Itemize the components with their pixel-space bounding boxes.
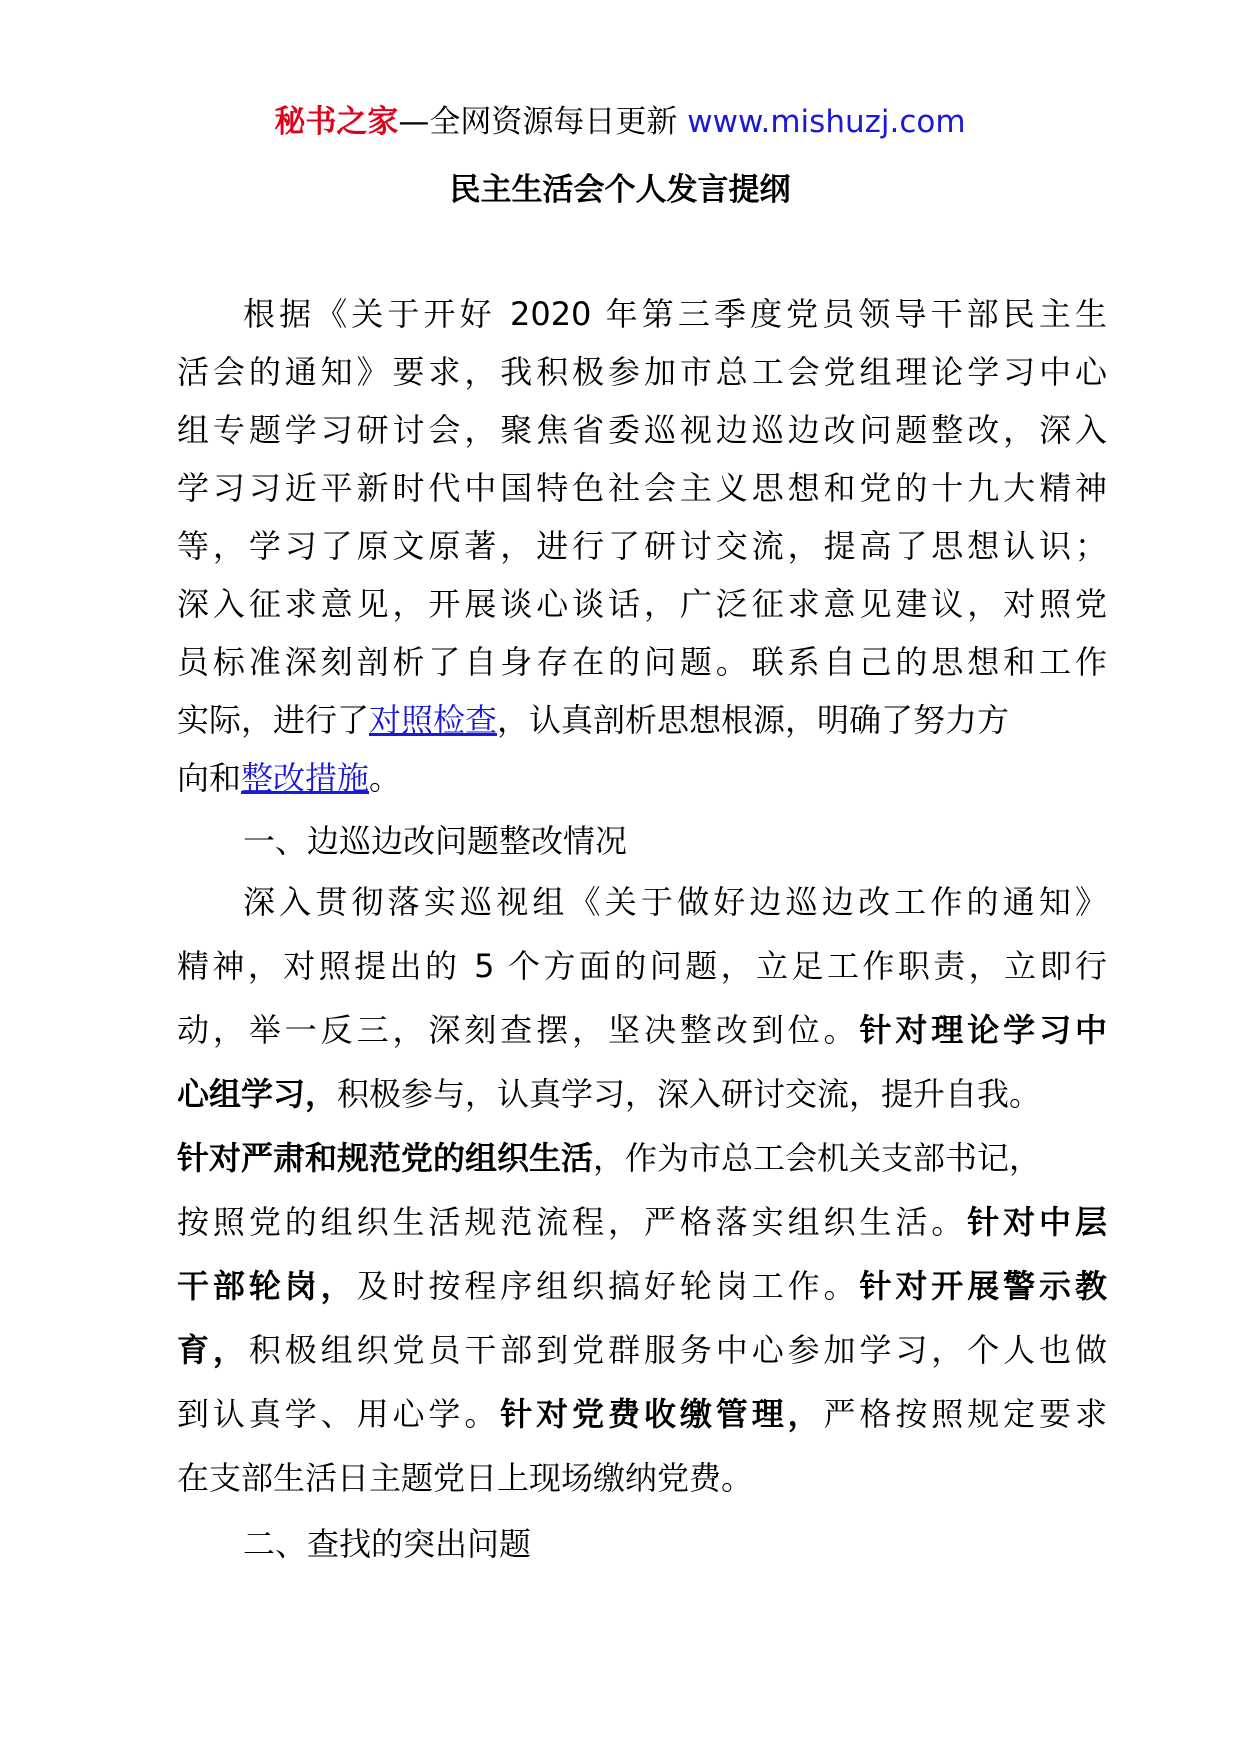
text-segment: 严格按照规定要求 [823,1395,1107,1433]
text-segment: 按照党的组织生活规范流程，严格落实组织生活。 [177,1203,968,1241]
text-segment: ，认真剖析思想根源，明确了努力方 [497,701,1010,739]
text-line [177,1318,1107,1382]
text-line: 深入征求意见，开展谈心谈话，广泛征求意见建议，对照党 [177,585,1107,623]
text-line [177,1254,1107,1318]
link-rectification-measures[interactable]: 整改措施 [241,759,370,797]
text-line [177,1126,1107,1190]
text-segment: 动，举一反三，深刻查摆，坚决整改到位。 [177,1011,860,1049]
bold-segment: 针对开展警示教 [859,1267,1107,1305]
bold-segment: 干部轮岗， [177,1267,357,1305]
bold-segment: 针对严肃和规范党的组织生活 [177,1139,594,1177]
text-segment: 积极组织党员干部到党群服务中心参加学习，个人也做 [248,1331,1107,1369]
rectification-paragraph [177,870,1107,1510]
bold-segment: 育， [177,1331,249,1369]
text-line: 根据《关于开好 2020 年第三季度党员领导干部民主生 [243,295,1107,333]
text-line: 活会的通知》要求，我积极参加市总工会党组理论学习中心 [177,353,1107,391]
text-line [177,998,1107,1062]
text-line: 深入贯彻落实巡视组《关于做好边巡边改工作的通知》 [243,883,1107,921]
text-segment: 到认真学、用心学。 [177,1395,501,1433]
document-title: 民主生活会个人发言提纲 [449,172,791,208]
text-line: 组专题学习研讨会，聚焦省委巡视边巡边改问题整改，深入 [177,411,1107,449]
bold-segment: 针对党费收缴管理， [500,1395,824,1433]
site-header [0,100,1240,144]
header-tagline: —全网资源每日更新 [398,104,688,140]
text-line: 等，学习了原文原著，进行了研讨交流，提高了思想认识； [177,527,1107,565]
brand-name: 秘书之家 [274,104,399,140]
text-segment: 积极参与，认真学习，深入研讨交流，提升自我。 [337,1075,1042,1113]
text-line: 在支部生活日主题党日上现场缴纳党费。 [177,1459,754,1497]
site-url[interactable]: www.mishuzj.com [687,104,966,140]
text-line: 员标准深刻剖析了自身存在的问题。联系自己的思想和工作 [177,643,1107,681]
text-segment: 及时按程序组织搞好轮岗工作。 [356,1267,860,1305]
text-segment: 。 [369,759,402,797]
bold-segment: 针对中层 [967,1203,1107,1241]
text-line [177,1062,1107,1126]
intro-paragraph [177,285,1107,807]
text-segment: 实际，进行了 [177,701,370,739]
section-heading-1: 一、边巡边改问题整改情况 [243,822,628,860]
text-segment: ，作为市总工会机关支部书记， [593,1139,1042,1177]
link-comparison-check[interactable]: 对照检查 [369,701,498,739]
text-line [177,749,1107,807]
text-line [177,691,1107,749]
text-line: 精神，对照提出的 5 个方面的问题，立足工作职责，立即行 [177,947,1107,985]
text-line: 学习习近平新时代中国特色社会主义思想和党的十九大精神 [177,469,1107,507]
bold-segment: 心组学习， [177,1075,338,1113]
bold-segment: 针对理论学习中 [859,1011,1107,1049]
text-segment: 向和 [177,759,242,797]
section-heading-2: 二、查找的突出问题 [243,1525,532,1563]
text-line [177,1382,1107,1446]
text-line [177,1190,1107,1254]
